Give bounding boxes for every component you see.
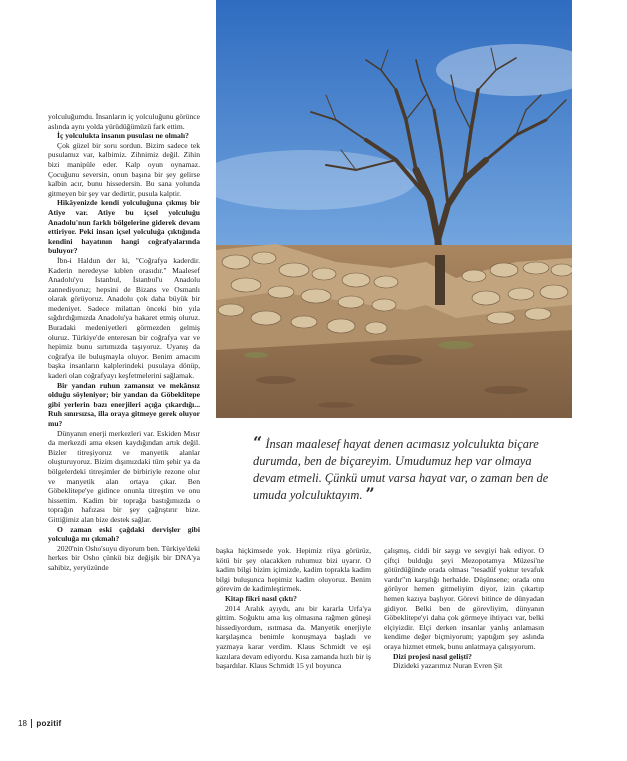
paragraph: Dizideki yazarımız Nuran Evren Şit bbox=[393, 661, 503, 671]
tree-stone-wall-photo bbox=[216, 0, 572, 418]
pull-quote-text: İnsan maalesef hayat denen acımasız yolculukta biçare durumda, ben de biçareyim. Umudumuz hep var olmaya devam etmeli. Çünkü umut varsa hayat var, o zaman ben de umuda yolculuktayım. bbox=[253, 437, 549, 502]
close-quote-mark: ” bbox=[365, 484, 375, 503]
interview-question: Bir yandan ruhun zamansız ve mekânsız olduğu söyleniyor; bir yandan da Göbeklitepe gibi yerlerin bazı enerjileri açığa çıkardığı... Ruh sınırsızsa, illa oraya gitmeye gerek oluyor mu? bbox=[48, 380, 200, 428]
article-column-2 bbox=[216, 546, 371, 671]
open-quote-mark: “ bbox=[253, 433, 263, 452]
interview-question: İç yolculukta insanın pusulası ne olmalı? bbox=[57, 131, 189, 141]
paragraph: çalışmış, ciddi bir saygı ve sevgiyi hak ediyor. O çiftçi bulduğu şeyi Mezopotamya Müzesi'ne götürdüğünde orada olması "tesadüf yoktur tevafuk vardır"ın karşılığı herhalde. Düşünsene; orada onu görüyor hemen gitmeliyim diyor, izin çıkartıp hemen kazıya başlıyor. Görevi bitince de dünyadan gidiyor. Belki ben de görevliyim, dünyanın Göbeklitepe'yi daha çok görmeye ihtiyacı var, belki elçiyizdir. Elçi derken insanlar yanlış anlamasın kendime değer biçmiyorum; yaptığım şey aslında oraya hizmet etmek, bunu anlatmaya çalışıyorum. bbox=[384, 546, 544, 651]
paragraph: Dünyanın enerji merkezleri var. Eskiden Mısır da merkezdi ama eksen kaydığından artık değil. Bizler titreşiyoruz ve manyetik alanlar oluşturuyoruz. Bizim dışımızdaki tüm şehir ya da bölgelerdeki titreşimler de birbiriyle rezone olur ve manyetik alan ortaya çıkar. Ben Göbeklitepe'ye gidince onunla titreştim ve onu hissettim. Kadim bir toprağa bastığımızda o toprağın hafızası bir şey çağrıştırır bize. Gittiğimiz alan bize destek sağlar. bbox=[48, 428, 200, 524]
paragraph: 2014 Aralık ayıydı, anı bir kararla Urfa'ya gittim. Soğuktu ama kış olmasına rağmen güneşi hissediyordum, ısıtmasa da. Manyetik enerjiyle karşılaşınca benimle konuşmaya başladı ve yazmaya karar verdim. Klaus Schmidt ve eşi kazılara devam ediyordu. Kısa zamanda hızlı bir iş başardılar. Klaus Schmidt 15 yıl boyunca bbox=[216, 603, 371, 671]
footer-divider bbox=[31, 719, 33, 728]
paragraph: başka hiçkimsede yok. Hepimiz rüya görürüz, kötü bir şey olacakken ruhumuz bizi uyarır. O kadim bilgi bizim içimizde, kadim toprakla kadim bilgi buluşunca hepimiz kadim oluyoruz. Benim görevim de kadimleştirmek. bbox=[216, 546, 371, 594]
magazine-name: pozitif bbox=[36, 719, 62, 728]
interview-question: Dizi projesi nasıl gelişti? bbox=[393, 651, 472, 661]
article-column-3 bbox=[384, 546, 544, 671]
interview-question: Kitap fikri nasıl çıktı? bbox=[225, 593, 297, 603]
paragraph: yolculuğumdu. İnsanların iç yolculuğunu görünce aslında aynı yolda yürüdüğümüzü fark ettim. bbox=[48, 112, 200, 131]
page-footer bbox=[18, 719, 61, 728]
interview-question: Hikâyenizde kendi yolculuğuna çıkmış bir Atiye var. Atiye bu içsel yolculuğu Anadolu'nun farklı bölgelerine giderek devam ettiriyor. Peki insan içsel yolculuğa çıktığında kendini hayatının hangi coğrafyalarında buluyor? bbox=[48, 198, 200, 256]
interview-question: O zaman eski çağdaki dervişler gibi yolculuğa mı çıkmalı? bbox=[48, 524, 200, 544]
article-column-1 bbox=[48, 112, 200, 573]
page-number: 18 bbox=[18, 719, 27, 728]
paragraph: İbn-i Haldun der ki, "Coğrafya kaderdir. Kaderin neredeyse kıblen orasıdır." Maalesef Anadolu'yu İstanbul, İstanbul'u Anadolu zannediyoruz; hepsini de Bizans ve Osmanlı olarak görüyoruz. Anadolu çok daha büyük bir medeniyet. Sadece milattan önceki bin yıla sığdırdığımızda Anadolu'ya hakaret etmiş oluruz. Buradaki medeniyetleri görmezden gelmiş oluruz. Türkiye'de enteresan bir coğrafya var ve hepimiz bunu sırtımızda taşıyoruz. Uyanış da coğrafya ile buluşmayla oluyor. Benim amacım başka insanların kalplerindeki pusulaya dönüp, kaderi olan coğrafyayı keşfetmelerini sağlamak. bbox=[48, 255, 200, 381]
paragraph: 2020'nin Osho'suyu diyorum ben. Türkiye'deki herkes bir Osho çünkü biz değişik bir DNA'ya sahibiz, yeryüzünde bbox=[48, 543, 200, 572]
paragraph: Çok güzel bir soru sordun. Bizim sadece tek pusulamız var, kalbimiz. Zihnimiz değil. Zihin bizi manipüle eder. Kalp oyun oynamaz. Çocuğunu seversin, onun başına bir şey gelirse kalbin acır, bunu hissedersin. Bu sana yolunda gitmeyen bir şey var dedirtir, pusula kalptir. bbox=[48, 140, 200, 198]
pull-quote bbox=[253, 433, 553, 504]
